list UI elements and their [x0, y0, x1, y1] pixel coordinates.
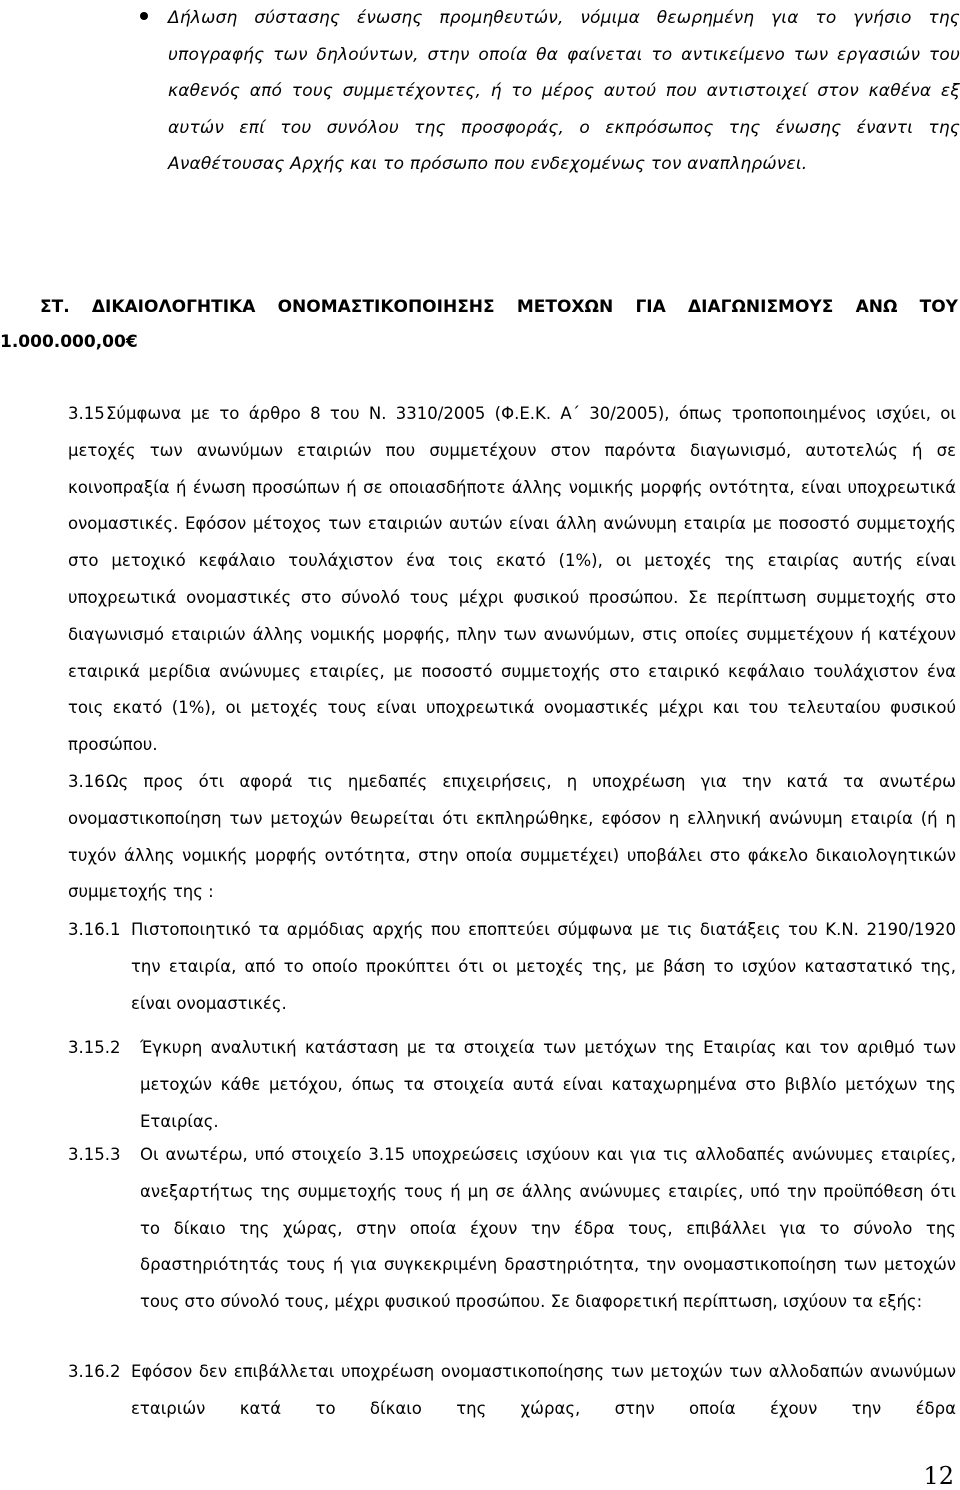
bullet-text: Δήλωση σύστασης ένωσης προμηθευτών, νόμιμα θεωρημένη για το γνήσιο της υπογραφής των δηλούντων, στην οποία θα φαίνεται το αντικείμενο των εργασιών του καθενός από τους συμμετέχοντες, ή το μέρος αυτού που αντιστοιχεί στον καθένα εξ αυτών επί του συνόλου της προσφοράς, ο εκπρόσωπος της ένωσης έναντι της Αναθέτουσας Αρχής και το πρόσωπο που ενδεχομένως τον αναπληρώνει. — [168, 8, 960, 174]
heading-word: ΤΟΥ — [919, 297, 958, 317]
heading-word: ΜΕΤΟΧΩΝ — [516, 297, 614, 317]
subsection-text: Οι ανωτέρω, υπό στοιχείο 3.15 υποχρεώσεις ισχύουν και για τις αλλοδαπές ανώνυμες εταιρίες, ανεξαρτήτως της συμμετοχής τους ή μη σε άλλης ανώνυμες εταιρίες, υπό την προϋπόθεση ότι το δίκαιο της χώρας, στην οποία έχουν την έδρα τους, επιβάλλει για το σύνολο της δραστηριότητάς τους ή για συγκεκριμένη δραστηριότητα, την ονομαστικοποίηση των μετοχών τους στο σύνολό τους, μέχρι φυσικού προσώπου. Σε διαφορετική περίπτωση, ισχύουν τα εξής: — [140, 1145, 956, 1312]
euro-sign-icon: € — [125, 332, 138, 352]
section-number: 3.16 — [68, 772, 105, 791]
heading-prefix: ΣΤ. — [40, 297, 70, 317]
subsection-number: 3.15.3 — [68, 1145, 121, 1164]
heading-word: ΟΝΟΜΑΣΤΙΚΟΠΟΙΗΣΗΣ — [277, 297, 495, 317]
subsection-number: 3.15.2 — [68, 1038, 121, 1057]
bullet-icon — [140, 12, 148, 20]
subsection-text: Έγκυρη αναλυτική κατάσταση με τα στοιχεία των μετόχων της Εταιρίας και τον αριθμό των μετοχών κάθε μετόχου, όπως τα στοιχεία αυτά είναι καταχωρημένα στο βιβλίο μετόχων της Εταιρίας. — [140, 1038, 956, 1131]
heading-word: ΔΙΚΑΙΟΛΟΓΗΤΙΚΑ — [91, 297, 256, 317]
heading-word: ΑΝΩ — [855, 297, 898, 317]
heading-amount: 1.000.000,00 — [0, 332, 126, 352]
section-number: 3.15 — [68, 404, 105, 423]
heading-word: ΓΙΑ — [635, 297, 666, 317]
subsection-text: Πιστοποιητικό τα αρμόδιας αρχής που εποπτεύει σύμφωνα με τις διατάξεις του Κ.Ν. 2190/1920 την εταιρία, από το οποίο προκύπτει ότι οι μετοχές της, με βάση το ισχύον καταστατικό της, είναι ονομαστικές. — [131, 920, 956, 1013]
section-text: Σύμφωνα με το άρθρο 8 του Ν. 3310/2005 (Φ.Ε.Κ. Α΄ 30/2005), όπως τροποποιημένος ισχύει, οι μετοχές των ανωνύμων εταιριών που συμμετέχουν στον παρόντα διαγωνισμό, αυτοτελώς ή σε κοινοπραξία ή ένωση προσώπων ή σε οποιασδήποτε άλλης νομικής μορφής οντότητα, είναι υποχρεωτικά ονομαστικές. Εφόσον μέτοχος των εταιριών αυτών είναι άλλη ανώνυμη εταιρία με ποσοστό συμμετοχής στο μετοχικό κεφάλαιο τουλάχιστον ένα τοις εκατό (1%), οι μετοχές της εταιρίας αυτής είναι υποχρεωτικά ονομαστικές στο σύνολό τους μέχρι φυσικού προσώπου. Σε περίπτωση συμμετοχής στο διαγωνισμό εταιριών άλλης νομικής μορφής, πλην των ανωνύμων, στις οποίες συμμετέχουν ή κατέχουν εταιρικά μερίδια ανώνυμες εταιρίες, με ποσοστό συμμετοχής στο εταιρικό κεφάλαιο τουλάχιστον ένα τοις εκατό (1%), οι μετοχές τους είναι υποχρεωτικά ονομαστικές μέχρι και του τελευταίου φυσικού προσώπου. — [68, 404, 956, 755]
subsection-number: 3.16.1 — [68, 920, 121, 939]
subsection-number: 3.16.2 — [68, 1362, 121, 1381]
page-number: 12 — [923, 1462, 954, 1490]
section-text: Ως προς ότι αφορά τις ημεδαπές επιχειρήσεις, η υποχρέωση για την κατά τα ανωτέρω ονομαστικοποίηση των μετοχών θεωρείται ότι εκπληρώθηκε, εφόσον η ελληνική ανώνυμη εταιρία (ή η τυχόν άλλης νομικής μορφής οντότητα, στην οποία συμμετέχει) υποβάλει στο φάκελο δικαιολογητικών συμμετοχής της : — [68, 772, 956, 902]
section-heading — [0, 290, 960, 360]
heading-word: ΔΙΑΓΩΝΙΣΜΟΥΣ — [687, 297, 834, 317]
subsection-text: Εφόσον δεν επιβάλλεται υποχρέωση ονομαστικοποίησης των μετοχών των αλλοδαπών ανωνύμων εταιριών κατά το δίκαιο της χώρας, στην οποία έχουν την έδρα — [131, 1362, 956, 1418]
